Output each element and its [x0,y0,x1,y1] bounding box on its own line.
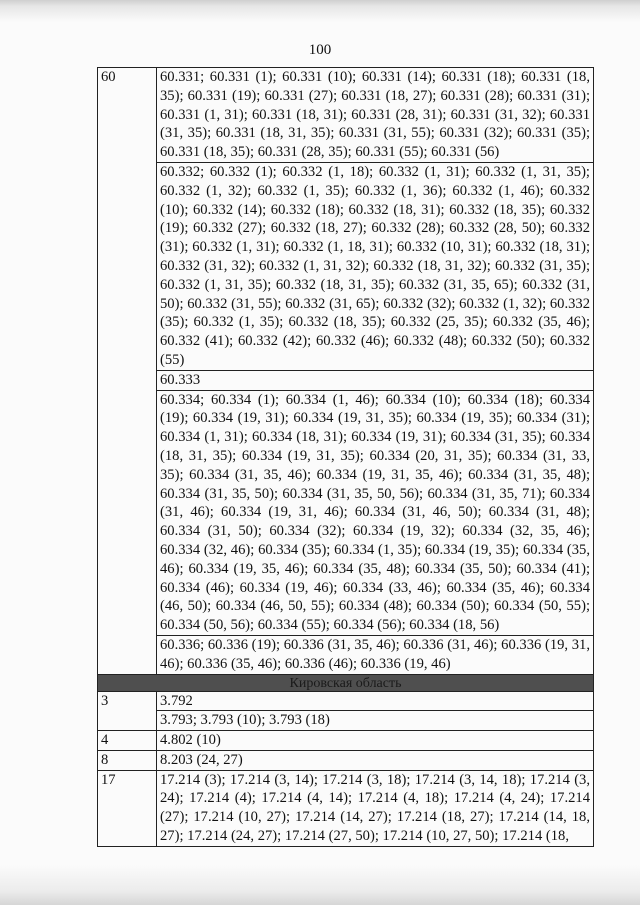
codes-cell: 4.802 (10) [157,731,594,751]
table-row [98,770,594,846]
codes-cell: 60.333 [157,370,594,390]
row-number: 17 [98,770,157,846]
page-number: 100 [308,42,332,58]
table-row [98,68,594,163]
codes-cell: 3.793; 3.793 (10); 3.793 (18) [157,711,594,731]
region-header [98,674,594,691]
scan-shadow-top [0,0,640,22]
table-row [98,390,594,635]
codes-cell: 8.203 (24, 27) [157,750,594,770]
codes-cell: 60.331; 60.331 (1); 60.331 (10); 60.331 (14); 60.331 (18); 60.331 (18, 35); 60.331 (19); 60.331 (27); 60.331 (18, 27); 60.331 (28); 60.331 (31); 60.331 (1, 31); 60.331 (18, 31); 60.331 (28, 31); 60.331 (31, 32); 60.331 (31, 35); 60.331 (18, 31, 35); 60.331 (31, 55); 60.331 (32); 60.331 (35); 60.331 (18, 35); 60.331 (28, 35); 60.331 (55); 60.331 (56) [157,68,594,163]
codes-table [97,67,594,847]
codes-cell: 3.792 [157,691,594,711]
table-row [98,731,594,751]
region-header-row [98,674,594,691]
codes-cell: 60.334; 60.334 (1); 60.334 (1, 46); 60.334 (10); 60.334 (18); 60.334 (19); 60.334 (19, 31); 60.334 (19, 31, 35); 60.334 (19, 35); 60.334 (31); 60.334 (1, 31); 60.334 (18, 31); 60.334 (19, 31); 60.334 (31, 35); 60.334 (18, 31, 35); 60.334 (19, 31, 35); 60.334 (20, 31, 35); 60.334 (31, 33, 35); 60.334 (31, 35, 46); 60.334 (19, 31, 35, 46); 60.334 (31, 35, 48); 60.334 (31, 35, 50); 60.334 (31, 35, 50, 56); 60.334 (31, 35, 71); 60.334 (31, 46); 60.334 (19, 31, 46); 60.334 (31, 46, 50); 60.334 (31, 48); 60.334 (31, 50); 60.334 (32); 60.334 (19, 32); 60.334 (32, 35, 46); 60.334 (32, 46); 60.334 (35); 60.334 (1, 35); 60.334 (19, 35); 60.334 (35, 46); 60.334 (19, 35, 46); 60.334 (35, 48); 60.334 (35, 50); 60.334 (41); 60.334 (46); 60.334 (19, 46); 60.334 (33, 46); 60.334 (35, 46); 60.334 (46, 50); 60.334 (46, 50, 55); 60.334 (48); 60.334 (50); 60.334 (50, 55); 60.334 (50, 56); 60.334 (55); 60.334 (56); 60.334 (18, 56) [157,390,594,635]
row-number: 4 [98,731,157,751]
table-row [98,370,594,390]
region-title: Кировская область [289,675,402,691]
row-number: 60 [98,68,157,675]
table-row [98,691,594,711]
table-row [98,635,594,674]
row-number: 8 [98,750,157,770]
codes-cell: 17.214 (3); 17.214 (3, 14); 17.214 (3, 18); 17.214 (3, 14, 18); 17.214 (3, 24); 17.214 (4); 17.214 (4, 14); 17.214 (4, 18); 17.214 (4, 24); 17.214 (27); 17.214 (10, 27); 17.214 (14, 27); 17.214 (18, 27); 17.214 (14, 18, 27); 17.214 (24, 27); 17.214 (27, 50); 17.214 (10, 27, 50); 17.214 (18, [157,770,594,846]
codes-cell: 60.336; 60.336 (19); 60.336 (31, 35, 46); 60.336 (31, 46); 60.336 (19, 31, 46); 60.336 (35, 46); 60.336 (46); 60.336 (19, 46) [157,635,594,674]
scan-shadow-bottom [0,865,640,905]
table-row [98,750,594,770]
table-row [98,711,594,731]
row-number: 3 [98,691,157,731]
table-row [98,162,594,370]
codes-cell: 60.332; 60.332 (1); 60.332 (1, 18); 60.332 (1, 31); 60.332 (1, 31, 35); 60.332 (1, 32); 60.332 (1, 35); 60.332 (1, 36); 60.332 (1, 46); 60.332 (10); 60.332 (14); 60.332 (18); 60.332 (18, 31); 60.332 (18, 35); 60.332 (19); 60.332 (27); 60.332 (18, 27); 60.332 (28); 60.332 (28, 50); 60.332 (31); 60.332 (1, 31); 60.332 (1, 18, 31); 60.332 (10, 31); 60.332 (18, 31); 60.332 (31, 32); 60.332 (1, 31, 32); 60.332 (18, 31, 32); 60.332 (31, 35); 60.332 (1, 31, 35); 60.332 (18, 31, 35); 60.332 (31, 35, 65); 60.332 (31, 50); 60.332 (31, 55); 60.332 (31, 65); 60.332 (32); 60.332 (1, 32); 60.332 (35); 60.332 (1, 35); 60.332 (18, 35); 60.332 (25, 35); 60.332 (35, 46); 60.332 (41); 60.332 (42); 60.332 (46); 60.332 (48); 60.332 (50); 60.332 (55) [157,162,594,370]
